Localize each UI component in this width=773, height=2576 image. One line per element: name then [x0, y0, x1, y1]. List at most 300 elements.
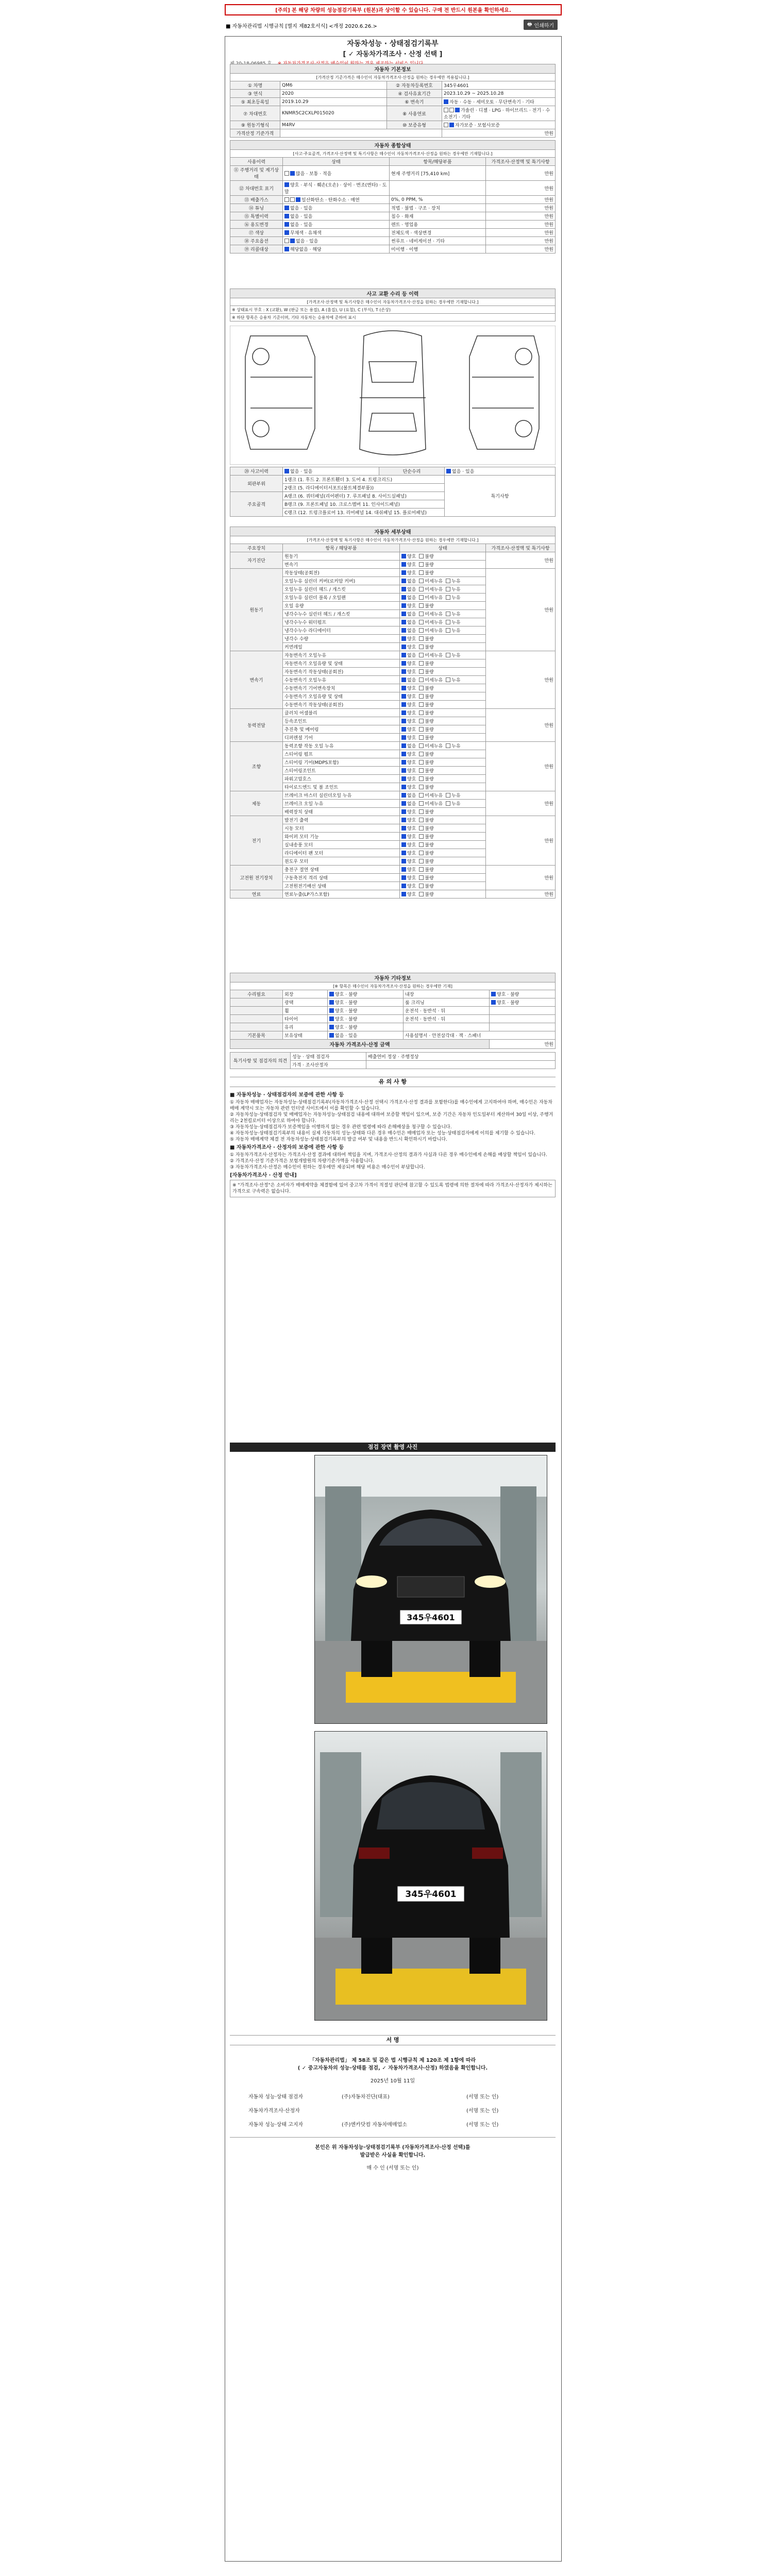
- accident-note: [가격조사·산정액 및 특기사항은 매수인이 자동차가격조사·산정을 원하는 경우에만 기재합니다.]: [230, 298, 556, 306]
- checkbox-icon: [491, 1000, 496, 1005]
- notice-heading-1: ■ 자동차성능 · 상태점검자의 보증에 관한 사항 등: [230, 1092, 344, 1098]
- detail-status: [400, 676, 486, 684]
- table-row: 자동차가격조사·산정자 (서명 또는 인): [248, 2108, 499, 2114]
- status-label: 양호: [407, 868, 416, 873]
- checkbox-icon: [419, 653, 424, 657]
- checkbox-icon: [419, 768, 424, 773]
- checkbox-icon: [419, 809, 424, 814]
- detail-item: 동력조향 작동 오일 누유: [283, 742, 400, 750]
- detail-status: [400, 709, 486, 717]
- status-label: 없음: [407, 744, 416, 749]
- status-label: 불량: [425, 859, 434, 865]
- checkbox-icon: [401, 570, 406, 575]
- status-info-band: 자동차 종합상태: [230, 141, 556, 150]
- col-header: 항목/해당부품: [390, 158, 486, 166]
- status-label: 양호: [407, 826, 416, 832]
- grade-1: 1랭크 (1. 후드 2. 프론트휀더 3. 도어 4. 트렁크리드): [283, 476, 445, 484]
- detail-status: [400, 890, 486, 899]
- detail-status: [400, 684, 486, 692]
- detail-item: 오일누유 실린더 헤드 / 개스킷: [283, 585, 400, 594]
- checkbox-icon: [329, 1033, 334, 1038]
- buyer-confirmation-2: 발급받은 사실을 확인합니다.: [360, 2153, 426, 2158]
- grade-c: C랭크 (12. 트렁크플로어 13. 리어패널 14. 대쉬패널 15. 플로어패널): [283, 509, 445, 517]
- detail-item: 수동변속기 기어변속장치: [283, 684, 400, 692]
- detail-price: 만원: [486, 569, 556, 651]
- col-header: 가격조사·산정액 및 특기사항: [486, 544, 556, 552]
- detail-item: 스티어링 펌프: [283, 750, 400, 758]
- detail-status: [400, 882, 486, 890]
- checkbox-icon: [419, 826, 424, 831]
- row-label: ① 차명: [230, 81, 280, 90]
- status-label: 누유: [451, 579, 461, 584]
- row-label: ⑥ 변속기: [387, 98, 442, 106]
- checkbox-icon: [419, 776, 424, 781]
- status-label: 양호: [407, 703, 416, 708]
- license-plate-text: 345우4601: [407, 1613, 455, 1622]
- checkbox-icon: [401, 842, 406, 847]
- detail-status: [400, 841, 486, 849]
- detail-item: 오일누유 실린더 커버(로커암 커버): [283, 577, 400, 585]
- checkbox-icon: [290, 239, 295, 243]
- status-label: 양호: [407, 892, 416, 897]
- checkbox-icon: [401, 793, 406, 798]
- detail-item: 작동상태(공회전): [283, 569, 400, 577]
- status-label: 불량: [425, 563, 434, 568]
- status-label: 미세누유: [425, 802, 443, 807]
- checkbox-icon: [401, 867, 406, 872]
- detail-item: 스티어링조인트: [283, 767, 400, 775]
- row-label: ⑳ 사고이력: [230, 467, 283, 476]
- license-plate-text: 345우4601: [405, 1889, 457, 1900]
- checkbox-icon: [284, 469, 289, 473]
- checkbox-icon: [419, 793, 424, 798]
- detail-status: [400, 866, 486, 874]
- status-label: 양호: [407, 876, 416, 881]
- status-label: 불량: [425, 703, 434, 708]
- detail-item: 스티어링 기어(MDPS포함): [283, 758, 400, 767]
- buyer-signature: 매 수 인 (서명 또는 인): [366, 2165, 419, 2171]
- detail-status: [400, 651, 486, 659]
- status-label: 불량: [425, 637, 434, 642]
- table-row: 자동차 성능·상태 점검자 (주)자동차진단(대표) (서명 또는 인): [248, 2094, 499, 2100]
- first-registration: 2019.10.29: [280, 98, 387, 106]
- status-label: 누유: [451, 587, 461, 592]
- detail-group-label: 전기: [230, 816, 283, 866]
- detail-item: 파워고압호스: [283, 775, 400, 783]
- accident-special: 특기사항: [445, 476, 556, 517]
- checkbox-icon: [419, 570, 424, 575]
- detail-status: [400, 758, 486, 767]
- status-label: 양호: [407, 554, 416, 560]
- detail-item: 구동축전지 격리 상태: [283, 874, 400, 882]
- checkbox-icon: [419, 892, 424, 896]
- checkbox-icon: [444, 99, 448, 104]
- checkbox-icon: [401, 653, 406, 657]
- detail-price: 만원: [486, 552, 556, 569]
- table-row: ⑫ 차대번호 표기 양호 · 부식 · 훼손(오손) · 상이 · 변조(변타) · 도말 만원: [230, 181, 556, 196]
- status-label: 양호: [407, 563, 416, 568]
- checkbox-icon: [446, 801, 450, 806]
- checkbox-icon: [446, 612, 450, 616]
- engine-type: M4RV: [280, 121, 387, 129]
- table-row: 자동차 성능·상태 고지자 (주)엔카닷컴 자동차매매업소 (서명 또는 인): [248, 2122, 499, 2128]
- detail-status: [400, 717, 486, 725]
- table-row: [230, 866, 556, 874]
- detail-group-label: 원동기: [230, 569, 283, 651]
- accident-status: 없음 · 있음: [290, 469, 313, 474]
- plate-number: 345우4601: [442, 81, 556, 90]
- detail-item: 연료누출(LP가스포함): [283, 890, 400, 899]
- signature-date: 2025년 10월 11일: [370, 2078, 415, 2084]
- checkbox-icon: [284, 197, 289, 202]
- status-label: 누유: [451, 596, 461, 601]
- status-label: 양호: [407, 777, 416, 782]
- checkbox-icon: [446, 743, 450, 748]
- status-label: 양호: [407, 637, 416, 642]
- checkbox-icon: [419, 620, 424, 624]
- checkbox-icon: [401, 785, 406, 789]
- status-label: 미세누유: [425, 678, 443, 683]
- table-row: 기본품목 보유상태 없음 · 있음 사용설명서 · 안전삼각대 · 잭 · 스패너: [230, 1031, 556, 1040]
- inspector-label: 성능 · 상태 점검자: [291, 1053, 366, 1061]
- detail-price: 만원: [486, 890, 556, 899]
- detail-status: [400, 635, 486, 643]
- checkbox-icon: [419, 694, 424, 699]
- checkbox-icon: [419, 587, 424, 591]
- car-diagram: [230, 326, 556, 465]
- status-label: 불량: [425, 736, 434, 741]
- status-label: 누유: [451, 678, 461, 683]
- status-label: 불량: [425, 554, 434, 560]
- price-total-label: 자동차 가격조사·산정 금액: [230, 1040, 490, 1049]
- checkbox-icon: [446, 595, 450, 600]
- checkbox-icon: [401, 776, 406, 781]
- notice-block: [230, 1090, 556, 1197]
- checkbox-icon: [401, 875, 406, 880]
- detail-status: [400, 643, 486, 651]
- row-label: ⑩ 보증유형: [387, 121, 442, 129]
- print-button-label: 인쇄하기: [534, 23, 554, 29]
- status-label: 양호: [407, 727, 416, 733]
- checkbox-icon: [419, 884, 424, 888]
- status-label: 양호: [407, 736, 416, 741]
- model-year: 2020: [280, 90, 387, 98]
- status-label: 없음: [407, 579, 416, 584]
- checkbox-icon: [401, 826, 406, 831]
- status-label: 양호: [407, 835, 416, 840]
- accident-table: [230, 467, 556, 517]
- status-label: 누유: [451, 793, 461, 799]
- detail-item: 냉각수누수 워터펌프: [283, 618, 400, 626]
- status-label: 불량: [425, 826, 434, 832]
- detail-status: [400, 701, 486, 709]
- other-info-band: 자동차 기타정보: [230, 973, 556, 982]
- detail-item: 자동변속기 오일누유: [283, 651, 400, 659]
- fuel-options: 가솔린 · 디젤 · LPG · 하이브리드 · 전기 · 수소전기 · 기타: [442, 106, 556, 121]
- basic-info-note: [가격산정 기준가격은 매수인이 자동차가격조사·산정을 원하는 경우에만 적용됩니다.]: [230, 74, 556, 81]
- detail-item: 자동변속기 오일유량 및 상태: [283, 659, 400, 668]
- checkbox-icon: [419, 628, 424, 633]
- detail-item: 원동기: [283, 552, 400, 561]
- status-label: 양호: [407, 851, 416, 856]
- front-car-photo: [315, 1455, 547, 1723]
- checkbox-icon: [401, 727, 406, 732]
- checkbox-icon: [419, 686, 424, 690]
- detail-status: [400, 775, 486, 783]
- status-label: 양호: [407, 760, 416, 766]
- rear-photo: [314, 1731, 547, 2021]
- status-label: 양호: [407, 645, 416, 650]
- notice-paragraph: ⑤ 자동차 매매계약 체결 전 자동차성능·상태점검기록부의 발급 여부 및 내용을 반드시 확인하시기 바랍니다.: [230, 1137, 447, 1142]
- status-label: 미세누유: [425, 620, 443, 625]
- page-subtitle: [ ✓ 자동차가격조사 · 산정 선택 ]: [343, 50, 443, 58]
- detail-status: [400, 874, 486, 882]
- status-label: 누유: [451, 612, 461, 617]
- checkbox-icon: [449, 108, 454, 112]
- checkbox-icon: [401, 892, 406, 896]
- checkbox-icon: [401, 752, 406, 756]
- detail-status: [400, 767, 486, 775]
- detail-group-label: 동력전달: [230, 709, 283, 742]
- detail-price: 만원: [486, 791, 556, 816]
- detail-item: 오일누유 실린더 블록 / 오일팬: [283, 594, 400, 602]
- table-row: [230, 709, 556, 717]
- outer-panel-label: 외판부위: [230, 476, 283, 492]
- table-row: ⑬ 배출가스 일산화탄소 · 탄화수소 · 매연 0%, 0 PPM, % 만원: [230, 196, 556, 204]
- detail-status: [400, 618, 486, 626]
- checkbox-icon: [401, 710, 406, 715]
- table-row: [230, 816, 556, 824]
- checkbox-icon: [401, 554, 406, 558]
- checkbox-icon: [419, 785, 424, 789]
- detail-item: 고전원전기배선 상태: [283, 882, 400, 890]
- detail-status-table: [230, 527, 556, 899]
- checkbox-icon: [284, 222, 289, 227]
- checkbox-icon: [401, 719, 406, 723]
- checkbox-icon: [296, 197, 300, 202]
- table-row: [230, 569, 556, 577]
- detail-item: 배력장치 상태: [283, 808, 400, 816]
- notice-paragraph: ※ "가격조사·산정"은 소비자가 매매계약을 체결함에 있어 중고차 가격이 적절성 판단에 참고할 수 있도록 법령에 의한 절차에 따라 가격조사·산정자가 제시하는 가격으로 구속력은 없습니다.: [230, 1180, 556, 1197]
- checkbox-icon: [419, 612, 424, 616]
- checkbox-icon: [401, 859, 406, 863]
- status-label: 불량: [425, 835, 434, 840]
- detail-status: [400, 833, 486, 841]
- checkbox-icon: [401, 636, 406, 641]
- status-label: 미세누유: [425, 587, 443, 592]
- checkbox-icon: [401, 669, 406, 674]
- checkbox-icon: [446, 628, 450, 633]
- detail-item: 와이퍼 모터 기능: [283, 833, 400, 841]
- status-label: 미세누유: [425, 629, 443, 634]
- checkbox-icon: [284, 247, 289, 251]
- status-label: 양호: [407, 711, 416, 716]
- status-label: 미세누유: [425, 579, 443, 584]
- row-label: ④ 검사유효기간: [387, 90, 442, 98]
- row-label: 단순수리: [379, 467, 445, 476]
- detail-status: [400, 610, 486, 618]
- checkbox-icon: [329, 1025, 334, 1029]
- checkbox-icon: [446, 653, 450, 657]
- detail-status: [400, 849, 486, 857]
- table-row: 휠 양호 · 불량 운전석 · 동반석 · 뒤: [230, 1007, 556, 1015]
- detail-status: [400, 585, 486, 594]
- rear-car-photo: [315, 1732, 547, 2020]
- checkbox-icon: [401, 884, 406, 888]
- detail-status: [400, 668, 486, 676]
- detail-price: 만원: [486, 866, 556, 890]
- status-label: 없음: [407, 629, 416, 634]
- inspection-validity: 2023.10.29 ~ 2025.10.28: [442, 90, 556, 98]
- checkbox-icon: [419, 834, 424, 839]
- price-total-unit: 만원: [490, 1040, 556, 1049]
- detail-status: [400, 808, 486, 816]
- checkbox-icon: [419, 636, 424, 641]
- checkbox-icon: [419, 579, 424, 583]
- table-row: [230, 791, 556, 800]
- notice-heading-2: ■ 자동차가격조사 · 산정자의 보증에 관한 사항 등: [230, 1145, 344, 1150]
- detail-status: [400, 725, 486, 734]
- status-label: 불량: [425, 752, 434, 757]
- basic-info-band: 자동차 기본정보: [230, 64, 556, 74]
- notice-paragraph: ① 자동차가격조사·산정자는 가격조사·산정 결과에 대하여 책임을 지며, 가격조사·산정의 결과가 사실과 다른 경우 매수인에게 손해를 배상할 책임이 있습니다.: [230, 1153, 547, 1158]
- col-header: 사용이력: [230, 158, 283, 166]
- checkbox-icon: [419, 603, 424, 608]
- status-label: 양호: [407, 859, 416, 865]
- col-header: 항목 / 해당부품: [283, 544, 400, 552]
- price-base-blank: [280, 129, 442, 138]
- status-label: 불량: [425, 868, 434, 873]
- other-info-note: [※ 항목은 매수인이 자동차가격조사·산정을 원하는 경우에만 기재]: [230, 982, 556, 990]
- inspector-opinion: 배출연비 정상 · 주행정상: [366, 1053, 556, 1061]
- detail-item: 클러치 어셈블리: [283, 709, 400, 717]
- notice-paragraph: ③ 자동차가격조사·산정은 매수인이 원하는 경우에만 제공되며 해당 비용은 매수인이 부담합니다.: [230, 1165, 425, 1170]
- table-row: 타이어 양호 · 불량 운전석 · 동반석 · 뒤: [230, 1015, 556, 1023]
- checkbox-icon: [401, 603, 406, 608]
- detail-item: 수동변속기 오일누유: [283, 676, 400, 684]
- detail-group-label: 고전원 전기장치: [230, 866, 283, 890]
- checkbox-icon: [401, 661, 406, 666]
- status-label: 누유: [451, 653, 461, 658]
- detail-status: [400, 783, 486, 791]
- status-label: 없음: [407, 678, 416, 683]
- detail-group-label: 제동: [230, 791, 283, 816]
- grade-2: 2랭크 (5. 라디에이터서포트(볼트체결부품)): [283, 484, 445, 492]
- checkbox-icon: [401, 801, 406, 806]
- detail-status: [400, 626, 486, 635]
- checkbox-icon: [284, 206, 289, 210]
- detail-status: [400, 692, 486, 701]
- checkbox-icon: [449, 123, 454, 127]
- checkbox-icon: [401, 735, 406, 740]
- checkbox-icon: [401, 686, 406, 690]
- print-button[interactable]: [524, 20, 558, 30]
- status-label: 불량: [425, 884, 434, 889]
- accident-legend: ※ 상태표시 부호 : X (교환), W (판금 또는 용접), A (흠집), U (요철), C (부식), T (손상): [230, 306, 556, 314]
- status-label: 불량: [425, 686, 434, 691]
- detail-status: [400, 750, 486, 758]
- detail-status: [400, 816, 486, 824]
- checkbox-icon: [419, 875, 424, 880]
- status-label: 불량: [425, 571, 434, 576]
- accident-header-table: [230, 289, 556, 321]
- checkbox-icon: [401, 612, 406, 616]
- checkbox-icon: [401, 768, 406, 773]
- detail-status: [400, 857, 486, 866]
- notice-paragraph: ② 가격조사·산정 기준가격은 보험개발원의 차량기준가액을 사용합니다.: [230, 1159, 375, 1164]
- checkbox-icon: [284, 230, 289, 235]
- notice-paragraph: ② 자동차성능·상태점검자 및 매매업자는 자동차성능·상태점검 내용에 대하여 보증할 책임이 있으며, 보증 기간은 자동차 인도일부터 계산하여 30일 이상, 주행거리는 2천킬로미터 이상으로 하여야 합니다.: [230, 1112, 553, 1124]
- checkbox-icon: [419, 595, 424, 600]
- checkbox-icon: [419, 554, 424, 558]
- status-label: 불량: [425, 670, 434, 675]
- detail-group-label: 자기진단: [230, 552, 283, 569]
- checkbox-icon: [401, 595, 406, 600]
- checkbox-icon: [419, 818, 424, 822]
- detail-status: [400, 659, 486, 668]
- table-row: [230, 651, 556, 659]
- status-label: 누유: [451, 629, 461, 634]
- checkbox-icon: [419, 801, 424, 806]
- basic-info-table: [230, 64, 556, 138]
- status-label: 없음: [407, 620, 416, 625]
- checkbox-icon: [419, 727, 424, 732]
- status-label: 양호: [407, 752, 416, 757]
- checkbox-icon: [401, 579, 406, 583]
- checkbox-icon: [446, 793, 450, 798]
- status-label: 불량: [425, 645, 434, 650]
- status-label: 양호: [407, 769, 416, 774]
- checkbox-icon: [401, 809, 406, 814]
- detail-item: 오일 유량: [283, 602, 400, 610]
- status-label: 불량: [425, 843, 434, 848]
- detail-item: 추진축 및 베어링: [283, 725, 400, 734]
- checkbox-icon: [401, 562, 406, 567]
- status-label: 불량: [425, 818, 434, 823]
- status-label: 불량: [425, 892, 434, 897]
- checkbox-icon: [419, 851, 424, 855]
- price-assessor-opinion: [366, 1061, 556, 1069]
- status-label: 양호: [407, 694, 416, 700]
- status-label: 불량: [425, 769, 434, 774]
- row-label: ⑧ 사용연료: [387, 106, 442, 121]
- status-label: 양호: [407, 662, 416, 667]
- detail-status: [400, 602, 486, 610]
- detail-group-label: 조향: [230, 742, 283, 791]
- checkbox-icon: [401, 628, 406, 633]
- checkbox-icon: [446, 587, 450, 591]
- detail-item: 커먼레일: [283, 643, 400, 651]
- table-row: ⑪ 주행거리 및 계기상태 많음 · 보통 · 적음 현재 주행거리 [75,410 km] 만원: [230, 166, 556, 181]
- other-info-table: [230, 973, 556, 1049]
- printer-icon: 🖶: [527, 21, 532, 27]
- table-row: 광택 양호 · 불량 룸 크리닝 양호 · 불량: [230, 998, 556, 1007]
- table-row: ⑱ 주요옵션 없음 · 있음 썬루프 · 네비게이션 · 기타 만원: [230, 237, 556, 245]
- row-label: ⑤ 최초등록일: [230, 98, 280, 106]
- status-label: 불량: [425, 777, 434, 782]
- checkbox-icon: [419, 562, 424, 567]
- checkbox-icon: [419, 760, 424, 765]
- col-header: 주요장치: [230, 544, 283, 552]
- checkbox-icon: [284, 171, 289, 176]
- col-header: 가격조사·산정액 및 특기사항: [486, 158, 556, 166]
- detail-item: 실내송풍 모터: [283, 841, 400, 849]
- warning-banner: [주의] 본 해당 차량의 성능점검기록부 (원본)과 상이할 수 있습니다. 구매 전 반드시 원본을 확인하세요.: [225, 4, 562, 15]
- detail-item: 냉각수누수 라디에이터: [283, 626, 400, 635]
- checkbox-icon: [419, 702, 424, 707]
- detail-item: 윈도우 모터: [283, 857, 400, 866]
- simple-repair-status: 없음 · 있음: [452, 469, 475, 474]
